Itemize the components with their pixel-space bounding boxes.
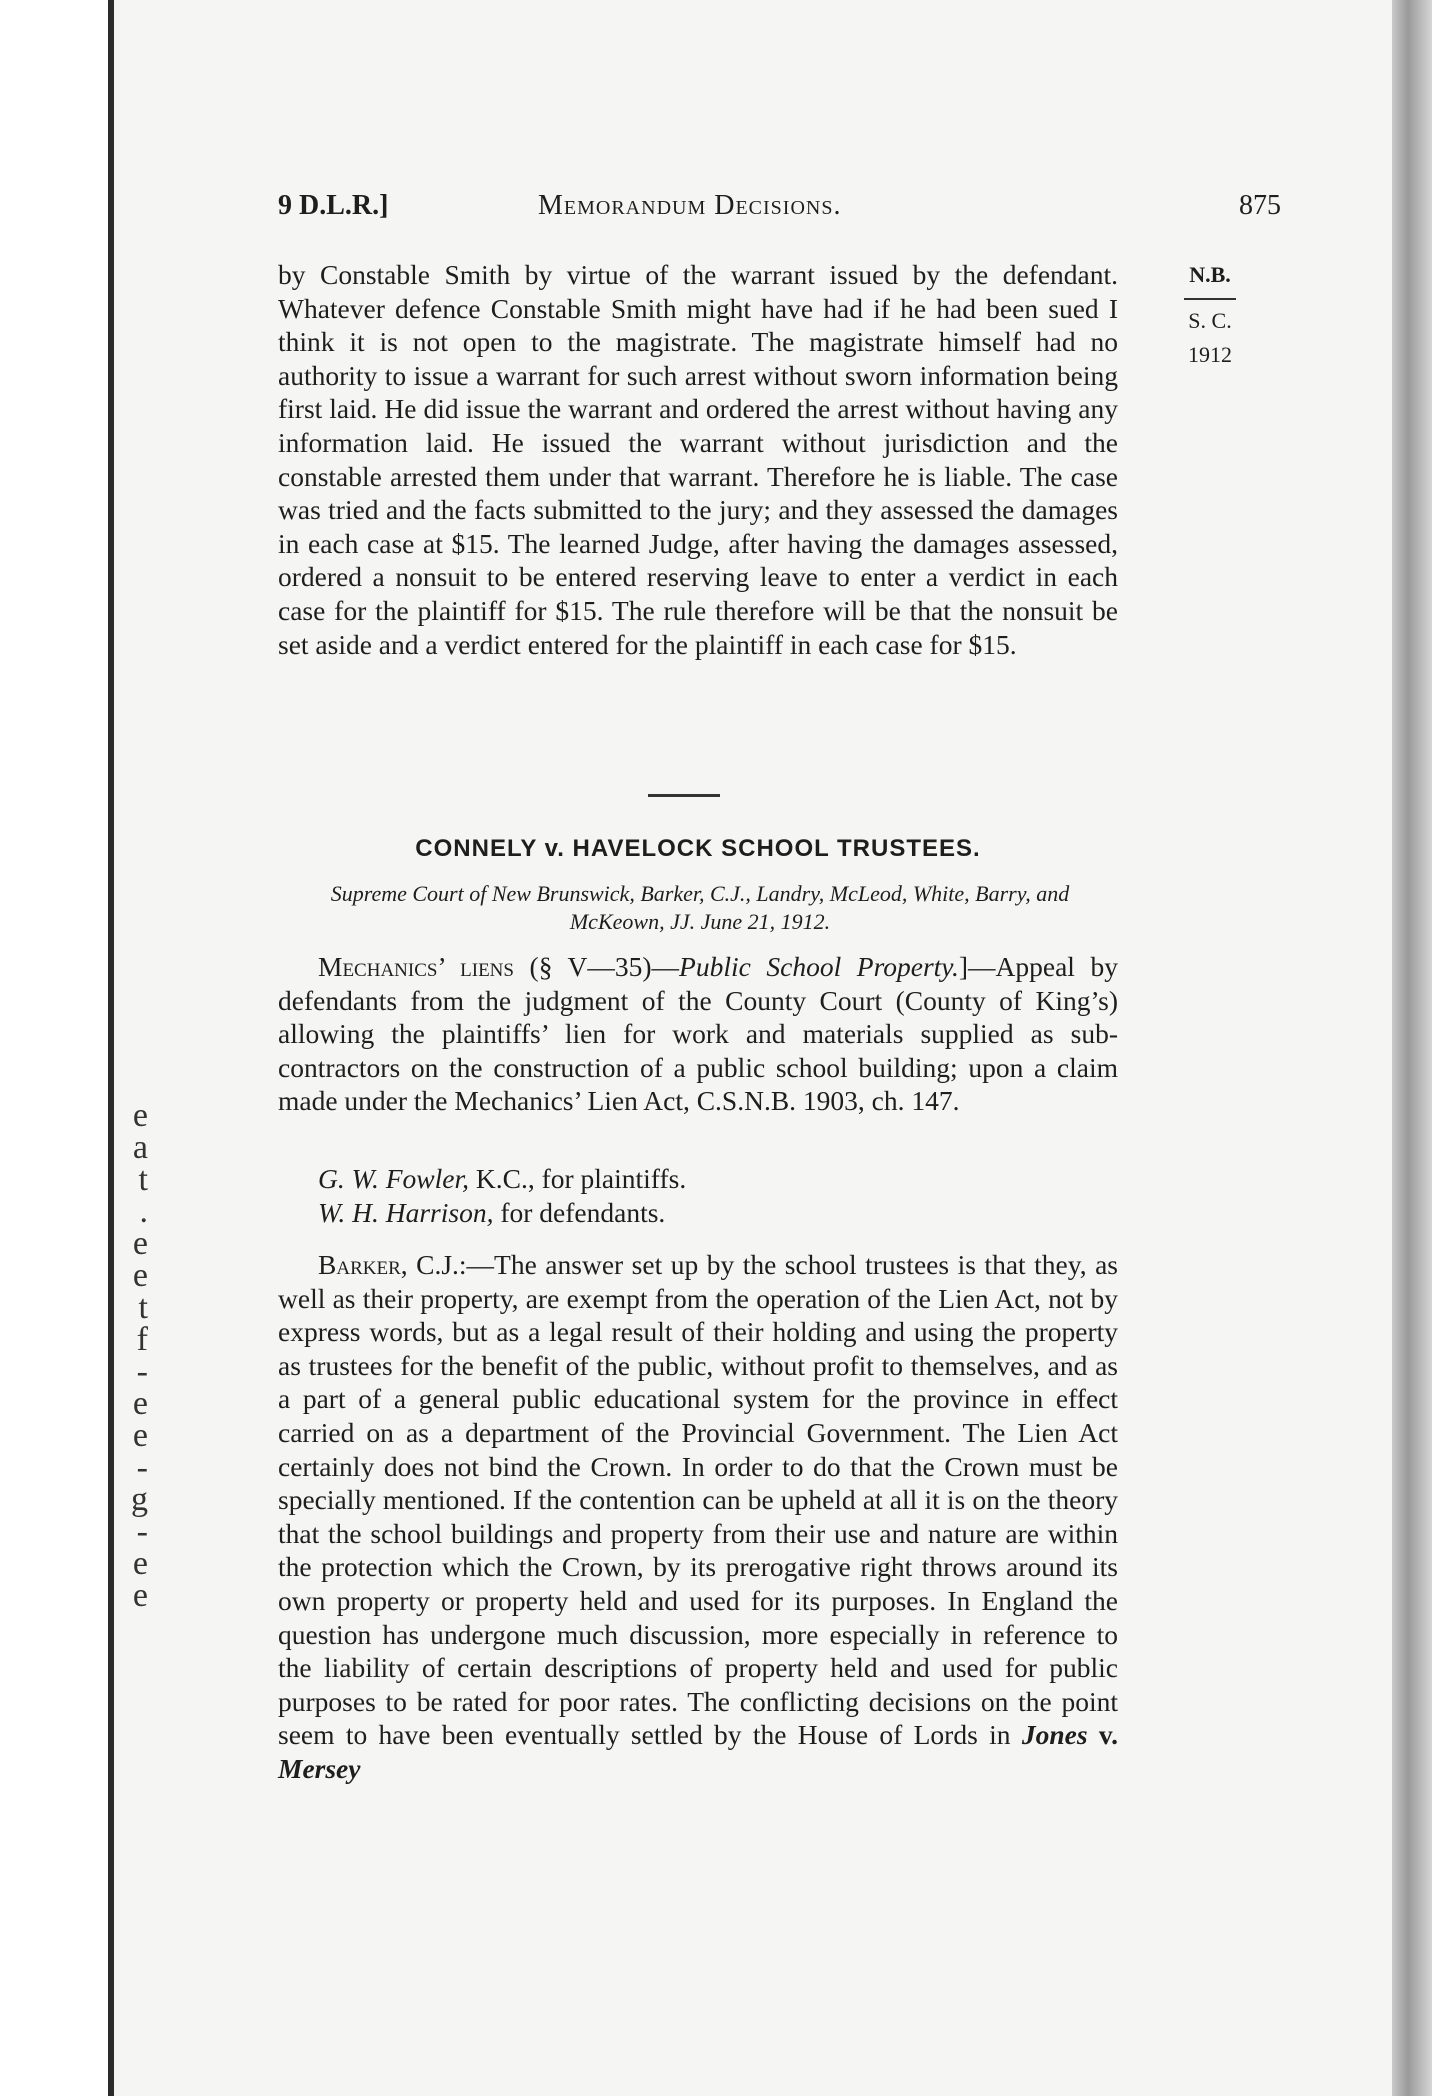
case-title: CONNELY v. HAVELOCK SCHOOL TRUSTEES. bbox=[415, 835, 981, 862]
bleed-char: - bbox=[136, 1449, 148, 1486]
judgment-body: :—The answer set up by the school trustees is that they, as well as their property, are exempt from the operation of the Lien Act, not by express words, but as a legal result of their holding and using the property as trustees for the benefit of the public, without profit to themselves, and as a part of a general public educational system for the province in effect carried on as a department of the Provincial Government. The Lien Act certainly does not bind the Crown. In order to do that the Crown must be specially mentioned. If the contention can be upheld at all it is on the theory that the school buildings and property from their use and nature are within the protection which the Crown, by its prerogative right throws around its own property or property held and used for its purposes. In England the question has undergone much discussion, more especially in reference to the liability of certain descriptions of property held and used for public purposes to be rated for poor rates. The conflicting decisions on the point seem to have been eventually settled by the House of Lords in bbox=[278, 1249, 1118, 1751]
margin-sidenote bbox=[1180, 258, 1240, 372]
headnote-reference: (§ V—35)— bbox=[529, 951, 680, 982]
citation-versus: v. bbox=[1087, 1719, 1118, 1751]
page-number: 875 bbox=[1239, 190, 1281, 221]
counsel-defendant-name: W. H. Harrison, bbox=[318, 1197, 494, 1228]
running-header bbox=[278, 190, 1281, 230]
counsel-defendant-role: for defendants. bbox=[493, 1197, 666, 1228]
bleed-char: e bbox=[132, 1417, 148, 1454]
sidenote-year: 1912 bbox=[1188, 342, 1232, 367]
bleed-char: t bbox=[138, 1161, 148, 1198]
counsel-defendant bbox=[318, 1197, 665, 1229]
volume-reference: 9 D.L.R.] bbox=[278, 190, 389, 221]
bleed-char: e bbox=[132, 1545, 148, 1582]
previous-case-conclusion bbox=[278, 258, 1118, 661]
counsel-plaintiff-role: K.C., for plaintiffs. bbox=[469, 1163, 687, 1194]
bleed-char: e bbox=[132, 1385, 148, 1422]
bleed-char: - bbox=[136, 1353, 148, 1390]
bleed-char: . bbox=[139, 1193, 148, 1230]
headnote-paragraph bbox=[278, 950, 1118, 1118]
cited-case-party: Mersey bbox=[278, 1752, 361, 1784]
court-line: Supreme Court of New Brunswick, Barker, C.J., Landry, McLeod, White, Barry, and McKeown, JJ. June 21, 1912. bbox=[330, 881, 1070, 934]
headnote-lead: Mechanics’ liens bbox=[318, 951, 514, 982]
headnote bbox=[278, 950, 1118, 1118]
book-spine-shadow bbox=[1392, 0, 1432, 2096]
bleed-char: e bbox=[132, 1257, 148, 1294]
sidenote-rule bbox=[1184, 298, 1236, 300]
headnote-topic: Public School Property. bbox=[679, 951, 959, 982]
bleed-char: t bbox=[138, 1289, 148, 1326]
bleed-char: e bbox=[132, 1577, 148, 1614]
judge-name: Barker, C.J. bbox=[318, 1249, 459, 1280]
headnote-text: ]—Appeal by defendants from the judgment of the County Court (County of King’s) allowing the plaintiffs’ lien for work and materials supplied as sub-contractors on the construction of a public school building; upon a claim made under the Mechanics’ Lien Act, C.S.N.B. 1903, ch. 147. bbox=[278, 951, 1119, 1117]
sidenote-code: S. C. bbox=[1188, 308, 1232, 333]
bleed-char: f bbox=[136, 1321, 148, 1358]
sidenote-court: N.B. bbox=[1189, 262, 1231, 287]
bleed-char: - bbox=[136, 1513, 148, 1550]
paragraph: by Constable Smith by virtue of the warrant issued by the defendant. Whatever defence Constable Smith might have had if he had been sued I think it is not open to the magistrate. The magistrate himself had no authority to issue a warrant for such arrest without sworn information being first laid. He did issue the warrant and ordered the arrest without having any information laid. He issued the warrant without jurisdiction and the constable arrested them under that warrant. Therefore he is liable. The case was tried and the facts submitted to the jury; and they assessed the damages in each case at $15. The learned Judge, after having the damages assessed, ordered a nonsuit to be entered reserving leave to enter a verdict in each case for the plaintiff for $15. The rule therefore will be that the nonsuit be set aside and a verdict entered for the plaintiff in each case for $15. bbox=[278, 259, 1118, 660]
bleed-char: e bbox=[132, 1097, 148, 1134]
judgment-paragraph bbox=[278, 1248, 1118, 1786]
cited-case-party: Jones bbox=[1021, 1719, 1088, 1751]
left-page-bleed bbox=[120, 1097, 148, 1614]
counsel-plaintiff bbox=[318, 1163, 686, 1195]
bleed-char: a bbox=[132, 1129, 148, 1166]
counsel-plaintiff-name: G. W. Fowler, bbox=[318, 1163, 470, 1194]
running-title: Memorandum Decisions. bbox=[538, 190, 842, 221]
bleed-char: g bbox=[131, 1481, 148, 1518]
left-page-edge bbox=[0, 0, 114, 2096]
section-divider bbox=[648, 794, 720, 797]
judgment-text bbox=[278, 1248, 1118, 1786]
bleed-char: e bbox=[132, 1225, 148, 1262]
